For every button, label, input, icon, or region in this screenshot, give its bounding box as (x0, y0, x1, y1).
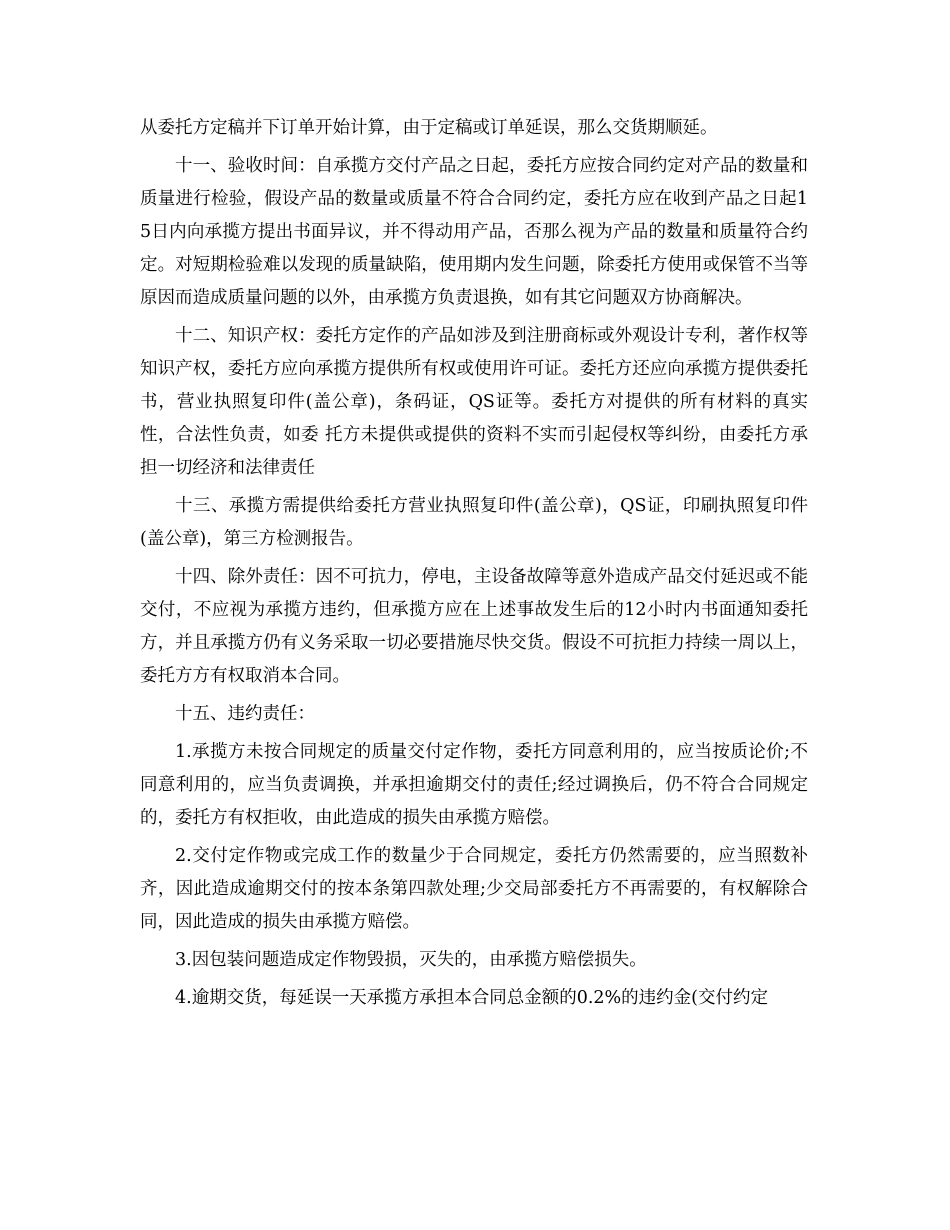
paragraph-clause-11-acceptance: 十一、验收时间：自承揽方交付产品之日起，委托方应按合同约定对产品的数量和质量进行检验，假设产品的数量或质量不符合合同约定，委托方应在收到产品之日起15日内向承揽方提出书面异议，并不得动用产品，否那么视为产品的数量和质量符合约定。对短期检验难以发现的质量缺陷，使用期内发生问题，除委托方使用或保管不当等原因而造成质量问题的以外，由承揽方负责退换，如有其它问题双方协商解决。 (140, 156, 808, 308)
paragraph-clause-15-heading: 十五、违约责任： (175, 704, 315, 724)
paragraph-clause-12-ip: 十二、知识产权：委托方定作的产品如涉及到注册商标或外观设计专利，著作权等知识产权，委托方应向承揽方提供所有权或使用许可证。委托方还应向承揽方提供委托书，营业执照复印件(盖公章)，条码证，QS证等。委托方对提供的所有材料的真实性，合法性负责，如委 托方未提供或提供的资料不实而引起侵权等纠纷，由委托方承担一切经济和法律责任 (140, 326, 808, 478)
paragraph-item-1: 1.承揽方未按合同规定的质量交付定作物，委托方同意利用的，应当按质论价;不同意利用的，应当负责调换，并承担逾期交付的责任;经过调换后，仍不符合合同规定的，委托方有权拒收，由此造成的损失由承揽方赔偿。 (140, 742, 808, 828)
paragraph-clause-14-exemption: 十四、除外责任：因不可抗力，停电，主设备故障等意外造成产品交付延迟或不能交付，不应视为承揽方违约，但承揽方应在上述事故发生后的12小时内书面通知委托方，并且承揽方仍有义务采取一切必要措施尽快交货。假设不可抗拒力持续一周以上，委托方方有权取消本合同。 (140, 567, 808, 686)
paragraph-clause-13-documents: 十三、承揽方需提供给委托方营业执照复印件(盖公章)，QS证，印刷执照复印件(盖公章)，第三方检测报告。 (140, 496, 808, 549)
paragraph-item-2: 2.交付定作物或完成工作的数量少于合同规定，委托方仍然需要的，应当照数补齐，因此造成逾期交付的按本条第四款处理;少交局部委托方不再需要的，有权解除合同，因此造成的损失由承揽方赔偿。 (140, 846, 808, 932)
paragraph-item-3: 3.因包装问题造成定作物毁损，灭失的，由承揽方赔偿损失。 (175, 950, 647, 970)
document-body (140, 112, 808, 1020)
paragraph-continuation: 从委托方定稿并下订单开始计算，由于定稿或订单延误，那么交货期顺延。 (140, 118, 718, 138)
paragraph-item-4: 4.逾期交货，每延误一天承揽方承担本合同总金额的0.2%的违约金(交付约定 (175, 988, 768, 1008)
